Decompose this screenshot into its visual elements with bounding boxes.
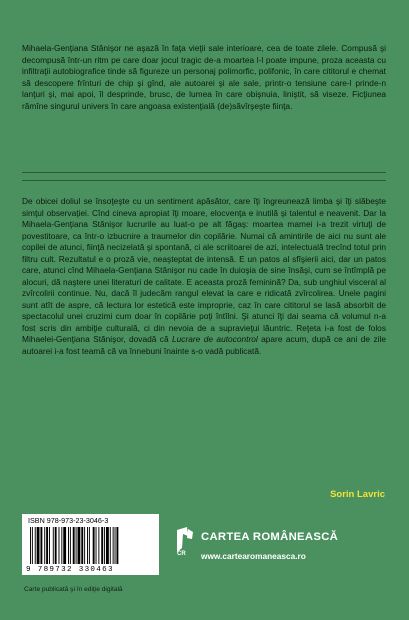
barcode-bar xyxy=(101,527,103,564)
barcode-bar xyxy=(40,527,42,564)
publisher-logo-icon xyxy=(174,526,196,556)
review-signature: Sorin Lavric xyxy=(330,489,385,500)
barcode-bar xyxy=(30,527,31,564)
barcode-bar xyxy=(81,527,83,564)
digital-edition-note: Carte publicată şi în ediţie digitală xyxy=(24,586,123,593)
barcode-bars xyxy=(30,527,152,564)
barcode-bar xyxy=(59,527,60,564)
barcode-bar xyxy=(49,527,50,564)
barcode-bar xyxy=(110,527,111,564)
barcode-bar xyxy=(98,527,99,564)
book-title: Lucrare de autocontrol xyxy=(172,334,258,344)
blurb-paragraph-2-main: De obicei doliul se însoţeşte cu un sentiment apăsător, care îţi îngreunează limba şi îţi slăbeşte simţul observaţiei. Cînd cineva apropiat îţi moare, elocvenţa e inutilă şi talentul e neavenit. Dar la Mihaela-Genţiana Stănişor lucrurile au luat-o pe alt făgaş: moartea mamei i-a trezit virtuţi de povestitoare, ca într-o izbucnire a traumelor din copilărie. Numai că amintirile de aici nu sunt ale copilei de atunci, fiinţă necizelată şi spontană, ci ale scriitoarei de azi, intelectuală trecînd totul prin filtru cult. Rezultatul e o proză vie, neaşteptat de intensă. E un patos al sfîşierii aici, dar un patos care, atunci cînd Mihaela-Genţiana Stănişor nu cade în duioşia de sine însăşi, cum se întîmplă pe alocuri, dă naştere unei literaturi de calitate. E aceasta proză feminină? Da, sub unghiul visceral al zvîrcolirii continue. Nu, dacă îl judecăm rangul elevat la care e ridicată zvîrcolirea. Unele pagini sunt atît de aspre, că lectura lor estetică este improprie, caz în care cititorul se lasă absorbit de spectacolul unei cruzimi cum doar în copilărie poţi întîlni. Şi atunci îţi dai seama că volumul n-a fost scris din ambiţie culturală, ci din nevoia de a supravieţui lăuntric. Reţeta i-a fost de folos Mihaelei-Genţiana Stănişor, dovadă că xyxy=(22,196,386,344)
barcode-bar xyxy=(76,527,77,564)
barcode-bar xyxy=(93,527,95,564)
barcode-bar xyxy=(63,527,66,564)
publisher-name: CARTEA ROMÂNEASCĂ xyxy=(201,531,339,543)
barcode-bar xyxy=(96,527,97,564)
barcode-bar xyxy=(53,527,54,564)
barcode-bar xyxy=(87,527,88,564)
barcode-bar xyxy=(37,527,40,564)
barcode-bar xyxy=(32,527,33,564)
logo-letters: CR xyxy=(177,551,186,556)
barcode-bar xyxy=(68,527,69,564)
barcode-bar xyxy=(61,527,62,564)
publisher-url[interactable]: www.cartearomaneasca.ro xyxy=(201,551,306,561)
barcode xyxy=(22,514,159,575)
barcode-bar xyxy=(78,527,81,564)
barcode-bar xyxy=(55,527,57,564)
barcode-bar xyxy=(106,527,109,564)
divider-bottom xyxy=(22,180,386,181)
barcode-bar xyxy=(35,527,36,564)
barcode-bar xyxy=(104,527,105,564)
divider-top xyxy=(22,172,386,173)
barcode-bar xyxy=(116,527,118,564)
barcode-bar xyxy=(113,527,114,564)
barcode-bar xyxy=(115,527,116,564)
barcode-bar xyxy=(70,527,71,564)
barcode-bar xyxy=(46,527,48,564)
isbn-label: ISBN 978-973-23-3046-3 xyxy=(28,516,109,525)
blurb-paragraph-1: Mihaela-Genţiana Stănişor ne aşază în faţa vieţii sale interioare, cea de toate zilele. Compusă şi decompusă într-un ritm pe care doar jocul tragic de-a moartea l-l poate impune, proza aceasta cu infiltraţii autobiografice tinde să figureze un personaj polimorfic, polifonic, în care cititorul e chemat să descopere frînturi de chip şi gînd, ale autoarei şi ale sale, printr-o tensiune care-l prinde-n lanţuri şi, mai apoi, îl desprinde, brusc, de lumea în care obişnuia, liniştit, să viseze. Ficţiunea rămîne singurul univers în care angoasa existenţială (de)săvîrşeşte fiinţa. xyxy=(22,43,386,111)
blurb-paragraph-2 xyxy=(22,196,386,357)
barcode-bar xyxy=(44,527,45,564)
barcode-number: 9 789732 330463 xyxy=(26,566,114,574)
barcode-bar xyxy=(84,527,85,564)
barcode-bar xyxy=(73,527,75,564)
blurb-paragraph-2-tail: apare acum, după ce ani de zile autoarei i-a fost teamă că va înnebuni înainte s-o vadă publicată. xyxy=(22,334,386,356)
barcode-bar xyxy=(89,527,90,564)
